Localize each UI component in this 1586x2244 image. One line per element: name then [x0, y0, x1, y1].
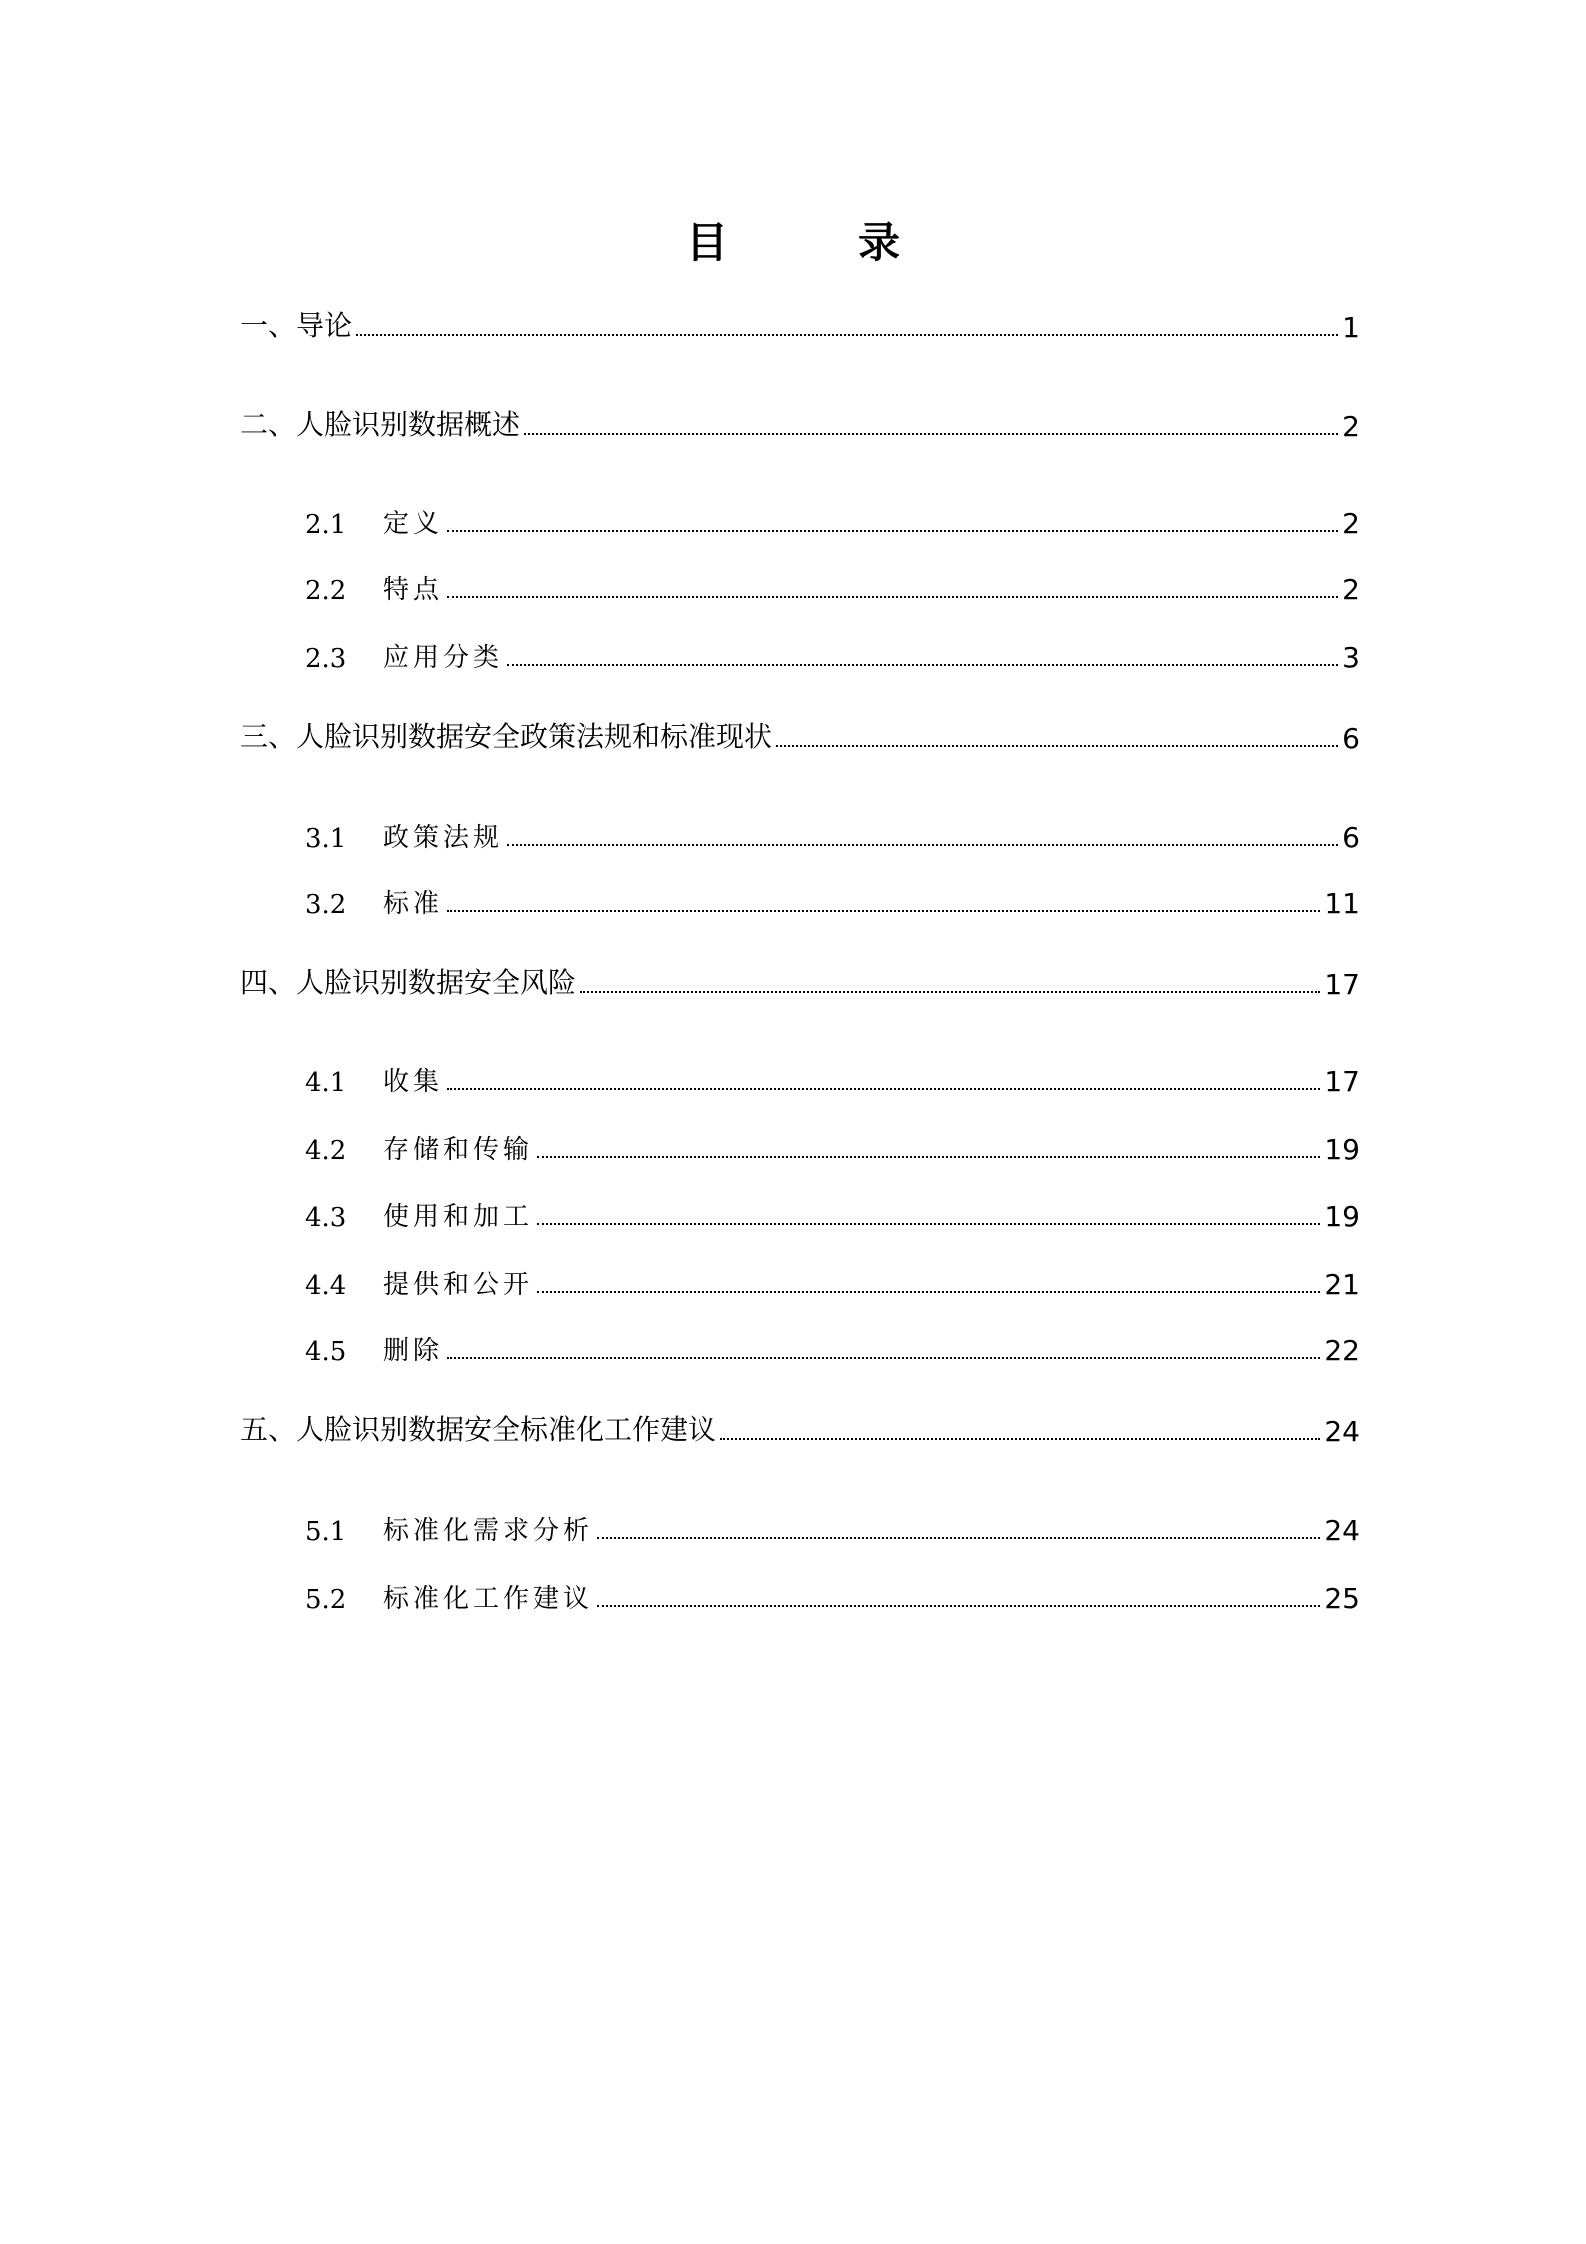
- dot-leader: [447, 530, 1338, 532]
- toc-entry-number: 2.2: [305, 576, 347, 606]
- toc-entry[interactable]: [305, 884, 1360, 920]
- toc-entry-number: 4.3: [305, 1203, 347, 1233]
- toc-entry-title: 政策法规: [383, 823, 504, 853]
- toc-entry-number: 4.1: [305, 1068, 347, 1098]
- toc-entry-page: 19: [1324, 1200, 1360, 1233]
- toc-entry[interactable]: [240, 965, 1360, 1001]
- dot-leader: [776, 745, 1338, 747]
- toc-entry-number: 2.1: [305, 510, 347, 540]
- toc-entry[interactable]: [305, 818, 1360, 854]
- toc-entry[interactable]: [305, 638, 1360, 674]
- toc-entry[interactable]: [305, 1130, 1360, 1166]
- toc-entry-page: 3: [1342, 641, 1360, 674]
- toc-entry-title: 特点: [383, 575, 444, 605]
- toc-entry-page: 21: [1324, 1268, 1360, 1301]
- toc-entry-title: 提供和公开: [383, 1270, 534, 1300]
- toc-entry[interactable]: [305, 1197, 1360, 1233]
- dot-leader: [580, 991, 1320, 993]
- toc-entry-title: 标准化工作建议: [383, 1584, 594, 1614]
- toc-entry-page: 2: [1342, 410, 1360, 443]
- dot-leader: [537, 1223, 1320, 1225]
- toc-entry[interactable]: [305, 1265, 1360, 1301]
- toc-entry[interactable]: [240, 407, 1360, 443]
- dot-leader: [597, 1537, 1320, 1539]
- toc-entry-number: 4.4: [305, 1271, 347, 1301]
- toc-entry-page: 19: [1324, 1133, 1360, 1166]
- dot-leader: [507, 844, 1338, 846]
- toc-entry-page: 17: [1324, 1065, 1360, 1098]
- toc-entry-page: 2: [1342, 573, 1360, 606]
- dot-leader: [447, 1088, 1320, 1090]
- toc-entry-title: 存储和传输: [383, 1135, 534, 1165]
- toc-entry-number: 5.2: [305, 1585, 347, 1615]
- dot-leader: [537, 1291, 1320, 1293]
- toc-entry-title: 二、人脸识别数据概述: [240, 408, 521, 441]
- toc-entry-title: 标准化需求分析: [383, 1516, 594, 1546]
- toc-entry-number: 3.1: [305, 824, 347, 854]
- toc-entry-number: 4.2: [305, 1136, 347, 1166]
- toc-entry-title: 三、人脸识别数据安全政策法规和标准现状: [240, 720, 773, 753]
- dot-leader: [597, 1605, 1320, 1607]
- dot-leader: [720, 1438, 1320, 1440]
- toc-entry-page: 24: [1324, 1415, 1360, 1448]
- dot-leader: [507, 664, 1338, 666]
- toc-entry[interactable]: [305, 570, 1360, 606]
- toc-entry-title: 四、人脸识别数据安全风险: [240, 966, 577, 999]
- toc-entry-page: 6: [1342, 821, 1360, 854]
- toc-entry-number: 4.5: [305, 1337, 347, 1367]
- toc-entry[interactable]: [305, 504, 1360, 540]
- dot-leader: [356, 334, 1338, 336]
- toc-entry-number: 2.3: [305, 644, 347, 674]
- dot-leader: [537, 1156, 1320, 1158]
- toc-entry-page: 24: [1324, 1514, 1360, 1547]
- toc-entry[interactable]: [305, 1579, 1360, 1615]
- toc-entry[interactable]: [305, 1062, 1360, 1098]
- dot-leader: [447, 1357, 1320, 1359]
- toc-entry[interactable]: [305, 1511, 1360, 1547]
- toc-entry-page: 17: [1324, 968, 1360, 1001]
- toc-entry-title: 收集: [383, 1067, 444, 1097]
- toc-title: 目 录: [685, 218, 944, 267]
- toc-entry[interactable]: [240, 308, 1360, 344]
- toc-entry-title: 标准: [383, 889, 444, 919]
- toc-entry-title: 一、导论: [240, 309, 353, 342]
- toc-entry[interactable]: [240, 719, 1360, 755]
- dot-leader: [447, 910, 1320, 912]
- toc-entry-title: 删除: [383, 1336, 444, 1366]
- toc-entry[interactable]: [305, 1331, 1360, 1367]
- toc-entry-number: 5.1: [305, 1517, 347, 1547]
- toc-entry-page: 1: [1342, 311, 1360, 344]
- toc-entry-title: 定义: [383, 509, 444, 539]
- toc-entry-page: 2: [1342, 507, 1360, 540]
- toc-entry-title: 使用和加工: [383, 1202, 534, 1232]
- dot-leader: [524, 433, 1338, 435]
- toc-entry-title: 应用分类: [383, 643, 504, 673]
- toc-entry-page: 22: [1324, 1334, 1360, 1367]
- toc-entry[interactable]: [240, 1412, 1360, 1448]
- toc-entry-page: 6: [1342, 722, 1360, 755]
- toc-entry-page: 11: [1324, 887, 1360, 920]
- toc-entry-page: 25: [1324, 1582, 1360, 1615]
- dot-leader: [447, 596, 1338, 598]
- toc-entry-number: 3.2: [305, 890, 347, 920]
- toc-entry-title: 五、人脸识别数据安全标准化工作建议: [240, 1413, 717, 1446]
